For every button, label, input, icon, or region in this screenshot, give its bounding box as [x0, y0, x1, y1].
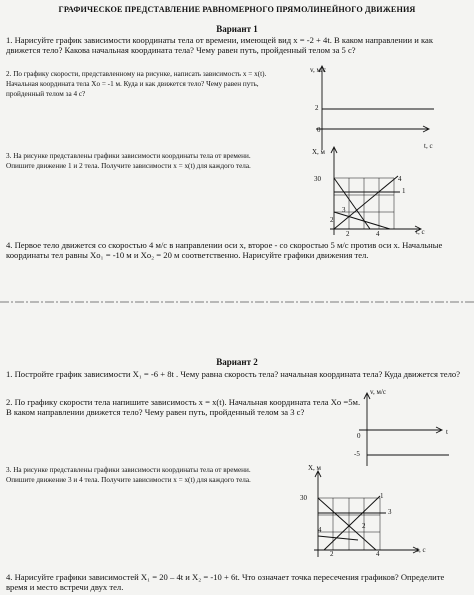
v1-task4-line1: 4. Первое тело движется со скоростью 4 м/с в направлении оси x, второе - со скоростью 5 м/с против оси x. Начальные [6, 240, 443, 250]
v2-vgraph-t-label: t [446, 428, 448, 436]
v1-vgraph-tick-x: 0 [317, 126, 321, 134]
v2-coordinate-graph [296, 462, 436, 562]
v2-xgraph-label-3: 3 [388, 508, 392, 516]
v1-vgraph-x-label: t, c [424, 142, 433, 150]
v2-velocity-graph [345, 390, 455, 470]
v1-xgraph-y-label: X, м [312, 148, 325, 156]
v1-task4-line2: координаты тел равны Xo₁ = -10 м и Xo₂ = 20 м соответственно. Нарисуйте графики движения тел. [6, 250, 369, 260]
v2-xgraph-x-label: t, c [417, 546, 426, 554]
v1-xgraph-label-3: 3 [342, 206, 346, 214]
v1-xgraph-tick-t4: 4 [376, 230, 380, 238]
v2-xgraph-y-label: X, м [308, 464, 321, 472]
v2-xgraph-tick-t4: 4 [376, 550, 380, 558]
v2-xgraph-tick-t2: 2 [330, 550, 334, 558]
v2-task3-line1: 3. На рисунке представлены графики зависимости координаты тела от времени. [6, 466, 251, 474]
v1-line-2 [334, 212, 390, 229]
v1-xgraph-tick-t2: 2 [346, 230, 350, 238]
v1-line-4 [334, 176, 398, 229]
v1-task3-line2: Опишите движение 1 и 2 тела. Получите зависимости x = x(t) для каждого тела. [6, 162, 251, 170]
v1-task3-line1: 3. На рисунке представлены графики зависимости координаты тела от времени. [6, 152, 251, 160]
v2-vgraph-tick-y: -5 [354, 450, 360, 458]
v1-task2-line3: пройденный телом за 4 с? [6, 90, 86, 98]
v2-line-1 [324, 496, 380, 550]
v1-task1-line2: движется тело? Какова начальная координата тела? Чему равен путь, пройденный телом за 5 с? [6, 45, 356, 55]
variant1-heading: Вариант 1 [216, 24, 258, 34]
v2-xgraph-label-1: 1 [380, 492, 384, 500]
v2-line-2 [318, 498, 376, 550]
v2-vgraph-tick-x: 0 [357, 432, 361, 440]
v1-vgraph-tick-y: 2 [315, 104, 319, 112]
v1-vgraph-y-label: v, м/с [310, 66, 327, 74]
v2-task3-line2: Опишите движение 3 и 4 тела. Получите зависимости x = x(t) для каждого тела. [6, 476, 251, 484]
variant2-heading: Вариант 2 [216, 357, 258, 367]
v2-task2-line2: В каком направлении движется тело? Чему равен путь, пройденный телом за 3 с? [6, 407, 305, 417]
v2-xgraph-tick-y: 30 [300, 494, 307, 502]
v2-task4-line1: 4. Нарисуйте графики зависимостей X₁ = 20 – 4t и X₂ = -10 + 6t. Что означает точка пересечения графиков? Определите [6, 572, 445, 582]
v1-xgraph-label-4: 4 [398, 175, 402, 183]
v1-xgraph-tick-y: 30 [314, 175, 321, 183]
v2-xgraph-label-2: 2 [362, 522, 366, 530]
v2-xgraph-label-4: 4 [318, 526, 322, 534]
v1-xgraph-label-1: 1 [402, 187, 406, 195]
v1-velocity-graph [300, 62, 440, 152]
v1-task2-line1: 2. По графику скорости, представленному на рисунке, написать зависимость x = x(t). [6, 70, 267, 78]
v1-xgraph-x-label: t, c [416, 228, 425, 236]
v2-task2-line1: 2. По графику скорости тела напишите зависимость x = x(t). Начальная координата тела Xo =5м. [6, 397, 361, 407]
v2-task4-line2: время и место встречи двух тел. [6, 582, 124, 592]
page-cut-line [0, 300, 474, 304]
v2-task1-line1: 1. Постройте график зависимости X₁ = -6 + 8t . Чему равна скорость тела? начальная координата тела? Куда движется тело? [6, 369, 461, 379]
v1-task2-line2: Начальная координата тела Xo = -1 м. Куда и как движется тело? Чему равен путь, [6, 80, 259, 88]
v2-vgraph-y-label: v, м/с [370, 388, 387, 396]
v1-task1-line1: 1. Нарисуйте график зависимости координаты тела от времени, имеющей вид x = -2 + 4t. В каком направлении и как [6, 35, 434, 45]
page-title: ГРАФИЧЕСКОЕ ПРЕДСТАВЛЕНИЕ РАВНОМЕРНОГО ПРЯМОЛИНЕЙНОГО ДВИЖЕНИЯ [58, 5, 416, 14]
v1-xgraph-label-2: 2 [330, 216, 334, 224]
